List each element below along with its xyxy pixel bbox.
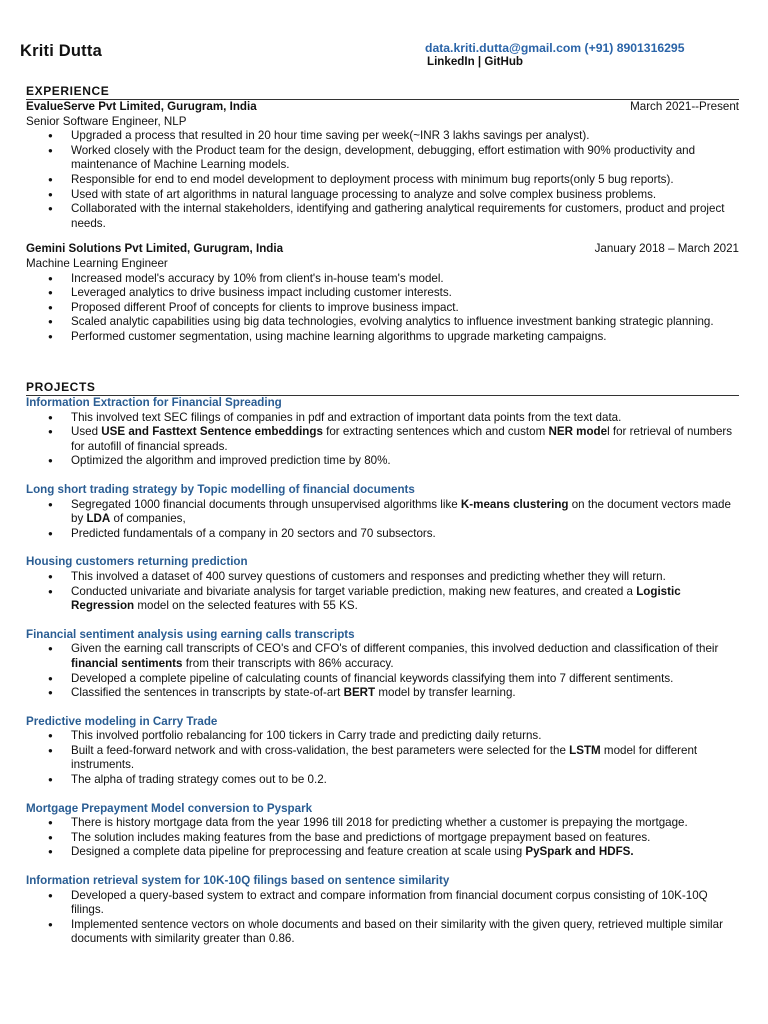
- bullet-item: ● Developed a complete pipeline of calculating counts of financial keywords classifying them into 7 different sentiments.: [26, 672, 739, 687]
- project-bullets: [26, 642, 739, 700]
- profile-links: [427, 55, 523, 69]
- linkedin-link[interactable]: LinkedIn: [427, 55, 475, 68]
- experience-heading: EXPERIENCE: [26, 84, 739, 100]
- bullet-item: ● Implemented sentence vectors on whole documents and based on their similarity with the given query, retrieved multiple similar documents with similarity greater than 0.86.: [26, 918, 739, 947]
- project-entry: [26, 874, 739, 947]
- bullet-item: ● This involved text SEC filings of companies in pdf and extraction of important data points from the text data.: [26, 411, 739, 426]
- company-name: Gemini Solutions Pvt Limited, Gurugram, India: [26, 242, 284, 256]
- project-entry: [26, 628, 739, 701]
- projects-section: [26, 380, 739, 947]
- company-name: EvalueServe Pvt Limited, Gurugram, India: [26, 100, 257, 113]
- bullet-item: ● Used USE and Fasttext Sentence embeddings for extracting sentences which and custom NER model for retrieval of numbers for autofill of financial spreads.: [26, 425, 739, 454]
- company-location: , Gurugram, India: [160, 100, 257, 113]
- job-bullets: [26, 129, 739, 231]
- job-entry: [26, 100, 739, 231]
- bullet-item: ● This involved portfolio rebalancing for 100 tickers in Carry trade and predicting daily returns.: [26, 729, 739, 744]
- job-header: [26, 100, 739, 115]
- bullet-item: ● The alpha of trading strategy comes out to be 0.2.: [26, 773, 739, 788]
- job-header: [26, 242, 739, 257]
- bullet-item: ● Worked closely with the Product team for the design, development, debugging, effort estimation with 90% productivity and maintenance of Machine Learning models.: [26, 144, 739, 173]
- bullet-item: ● Proposed different Proof of concepts for clients to improve business impact.: [26, 301, 739, 316]
- project-bullets: [26, 570, 739, 614]
- bullet-item: ● Classified the sentences in transcripts by state-of-art BERT model by transfer learning.: [26, 686, 739, 701]
- project-bullets: [26, 411, 739, 469]
- project-bullets: [26, 729, 739, 787]
- job-dates: March 2021--Present: [630, 100, 739, 113]
- project-title: Information retrieval system for 10K-10Q filings based on sentence similarity: [26, 874, 450, 888]
- project-entry: [26, 715, 739, 788]
- bullet-item: ● Conducted univariate and bivariate analysis for target variable prediction, making new features, and created a Logistic Regression model on the selected features with 55 KS.: [26, 585, 739, 614]
- project-bullets: [26, 498, 739, 542]
- bullet-item: ● Predicted fundamentals of a company in 20 sectors and 70 subsectors.: [26, 527, 739, 542]
- project-entry: [26, 555, 739, 613]
- project-title: Long short trading strategy by Topic modelling of financial documents: [26, 482, 415, 496]
- bullet-item: ● Used with state of art algorithms in natural language processing to analyze and solve complex business problems.: [26, 188, 739, 203]
- job-role: Machine Learning Engineer: [26, 256, 168, 270]
- bullet-item: ● This involved a dataset of 400 survey questions of customers and responses and predicting whether they will return.: [26, 570, 739, 585]
- contact-info[interactable]: data.kriti.dutta@gmail.com (+91) 8901316295: [425, 41, 685, 55]
- link-separator: |: [474, 55, 485, 68]
- project-entry: [26, 396, 739, 469]
- bullet-item: ● Segregated 1000 financial documents through unsupervised algorithms like K-means clustering on the document vectors made by LDA of companies,: [26, 498, 739, 527]
- job-role: Senior Software Engineer, NLP: [26, 114, 187, 128]
- bullet-item: ● Increased model's accuracy by 10% from client's in-house team's model.: [26, 272, 739, 287]
- bullet-item: ● Developed a query-based system to extract and compare information from financial document corpus consisting of 10K-10Q filings.: [26, 889, 739, 918]
- company-location: , Gurugram, India: [187, 242, 284, 256]
- bullet-item: ● Leveraged analytics to drive business impact including customer interests.: [26, 286, 739, 301]
- bullet-item: ● Optimized the algorithm and improved prediction time by 80%.: [26, 454, 739, 469]
- project-entry: [26, 802, 739, 860]
- job-entry: [26, 242, 739, 344]
- projects-heading: PROJECTS: [26, 380, 739, 396]
- project-title: Information Extraction for Financial Spreading: [26, 396, 282, 409]
- resume-name: Kriti Dutta: [20, 42, 102, 60]
- bullet-item: ● Scaled analytic capabilities using big data technologies, evolving analytics to influence investment banking strategic planning.: [26, 315, 739, 330]
- bullet-item: ● Given the earning call transcripts of CEO's and CFO's of different companies, this involved deduction and classification of their financial sentiments from their transcripts with 86% accuracy.: [26, 642, 739, 671]
- bullet-item: ● Built a feed-forward network and with cross-validation, the best parameters were selected for the LSTM model for different instruments.: [26, 744, 739, 773]
- bullet-item: ● Designed a complete data pipeline for preprocessing and feature creation at scale using PySpark and HDFS.: [26, 845, 739, 860]
- bullet-item: ● The solution includes making features from the base and predictions of mortgage prepayment based on features.: [26, 831, 739, 846]
- project-title: Housing customers returning prediction: [26, 555, 248, 569]
- job-dates: January 2018 – March 2021: [594, 242, 739, 256]
- experience-section: [26, 84, 739, 345]
- project-bullets: [26, 816, 739, 860]
- github-link[interactable]: GitHub: [484, 55, 523, 68]
- project-title: Predictive modeling in Carry Trade: [26, 714, 218, 728]
- project-entry: [26, 483, 739, 541]
- project-bullets: [26, 889, 739, 947]
- project-title: Financial sentiment analysis using earning calls transcripts: [26, 627, 355, 641]
- bullet-item: ● Responsible for end to end model development to deployment process with minimum bug reports(only 5 bug reports).: [26, 173, 739, 188]
- job-bullets: [26, 272, 739, 345]
- bullet-item: ● Upgraded a process that resulted in 20 hour time saving per week(~INR 3 lakhs savings per analyst).: [26, 129, 739, 144]
- bullet-item: ● There is history mortgage data from the year 1996 till 2018 for predicting whether a customer is prepaying the mortgage.: [26, 816, 739, 831]
- bullet-item: ● Collaborated with the internal stakeholders, identifying and gathering analytical requirements for customers, product and project needs.: [26, 202, 739, 231]
- bullet-item: ● Performed customer segmentation, using machine learning algorithms to upgrade marketing campaigns.: [26, 330, 739, 345]
- project-title: Mortgage Prepayment Model conversion to Pyspark: [26, 801, 313, 815]
